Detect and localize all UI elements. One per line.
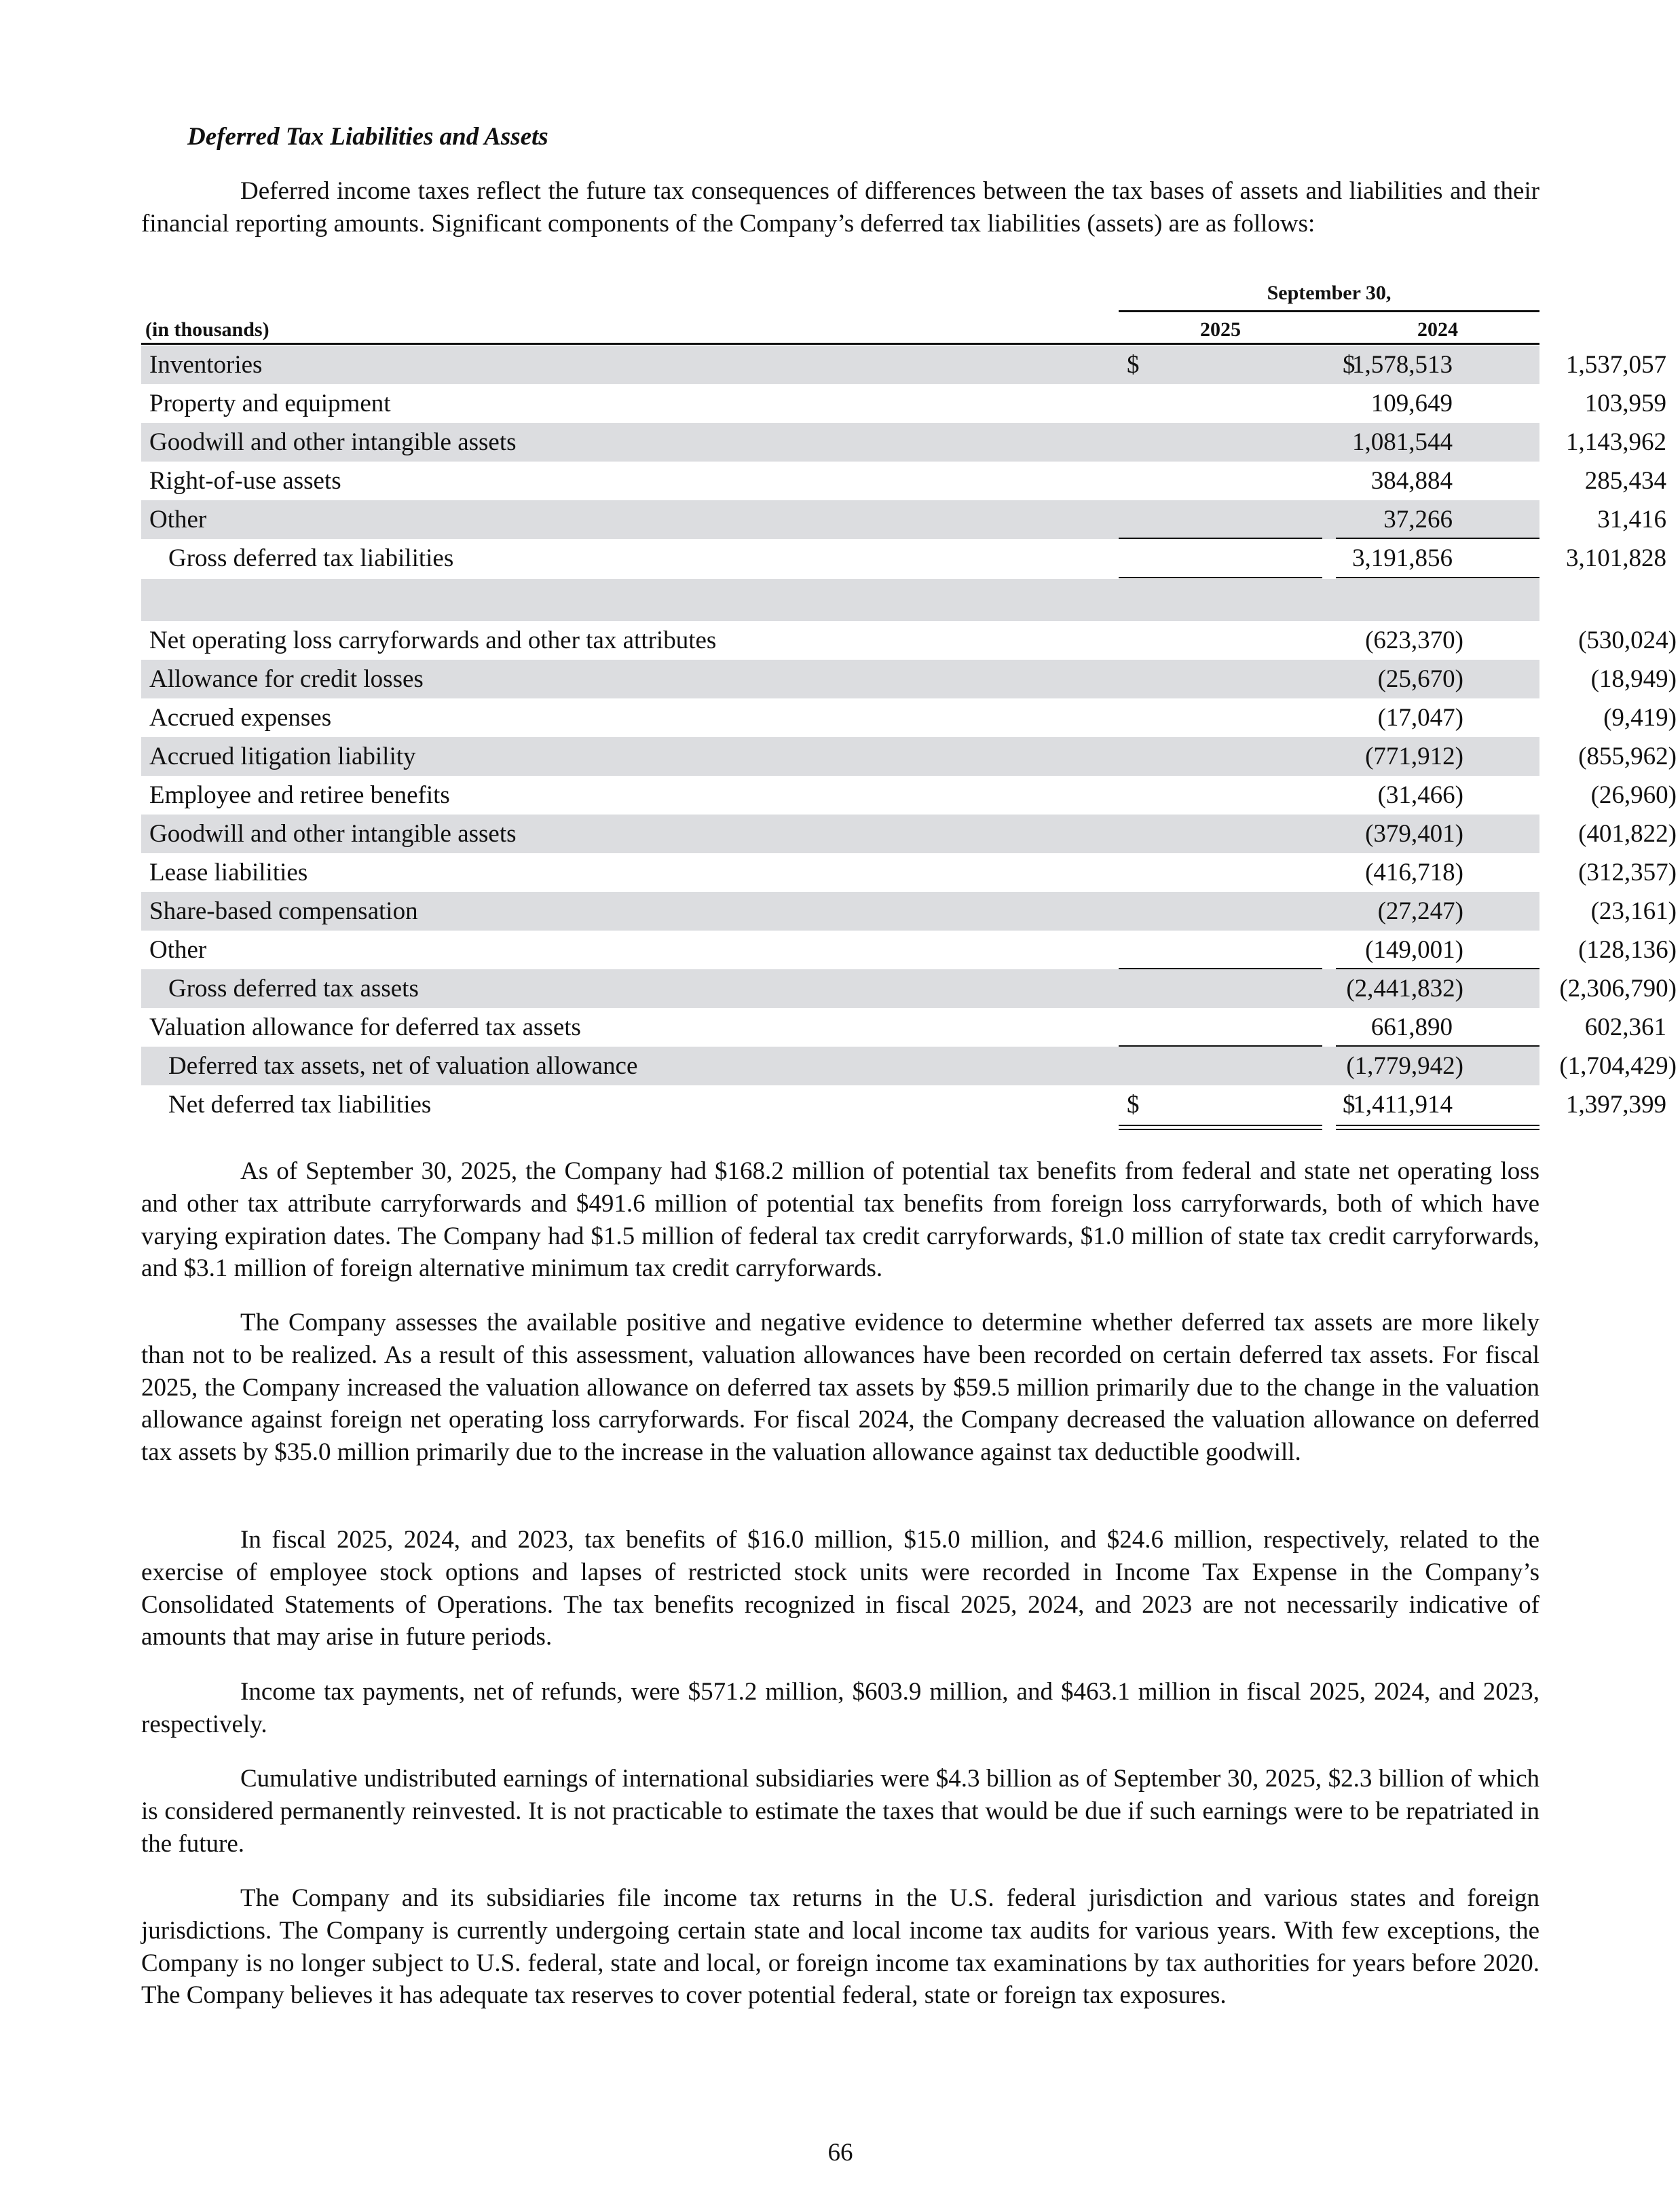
header-rule <box>141 343 1539 345</box>
table-row <box>141 776 1677 815</box>
value-2024: 1,397,399 <box>1566 1091 1666 1119</box>
paragraph-valuation-allowance: The Company assesses the available positive and negative evidence to determine whether deferred tax assets are more likely than not to be realized. As a result of this assessment, valuation allowances have been recorded on certain deferred tax assets. For fiscal 2025, the Company increased the valuation allowance on deferred tax assets by $59.5 million primarily due to the change in the valuation allowance against foreign net operating loss carryforwards. For fiscal 2024, the Company decreased the valuation allowance on deferred tax assets by $35.0 million primarily due to the increase in the valuation allowance against tax deductible goodwill. <box>141 1309 1539 1467</box>
value-2024: (9,419) <box>1603 704 1677 732</box>
row-label: Inventories <box>149 351 263 379</box>
value-2025: (771,912) <box>1365 743 1463 770</box>
value-2024: 31,416 <box>1597 506 1666 534</box>
row-label: Gross deferred tax assets <box>168 975 419 1003</box>
paragraph-tax-returns: The Company and its subsidiaries file income tax returns in the U.S. federal jurisdiction and various states and foreign jurisdictions. The Company is currently undergoing certain state and local income tax audits for various years. With few exceptions, the Company is no longer subject to U.S. federal, state and local, or foreign income tax examinations by tax authorities for years before 2020. The Company believes it has adequate tax reserves to cover potential federal, state or foreign tax exposures. <box>141 1884 1539 2010</box>
dollar-sign: $ <box>1127 1091 1140 1119</box>
subtotal-rule <box>1119 577 1322 578</box>
dollar-sign: $ <box>1343 351 1356 379</box>
page-number: 66 <box>827 2139 853 2167</box>
row-label: Goodwill and other intangible assets <box>149 820 517 848</box>
value-2025: 1,578,513 <box>1352 351 1453 379</box>
table-row <box>141 737 1677 776</box>
table-row <box>141 1047 1677 1085</box>
value-2025: 1,411,914 <box>1353 1091 1453 1119</box>
table-row <box>141 698 1677 737</box>
value-2024: (401,822) <box>1578 820 1677 848</box>
value-2025: (2,441,832) <box>1346 975 1463 1003</box>
table-row <box>141 423 1666 462</box>
paragraph-undistributed-earnings: Cumulative undistributed earnings of international subsidiaries were $4.3 billion as of September 30, 2025, $2.3 billion of which is considered permanently reinvested. It is not practicable to estimate the taxes that would be due if such earnings were to be repatriated in the future. <box>141 1765 1539 1858</box>
value-2024: 3,101,828 <box>1566 544 1666 572</box>
row-label: Share-based compensation <box>149 897 418 925</box>
value-2024: 285,434 <box>1584 467 1666 495</box>
dollar-sign: $ <box>1127 351 1140 379</box>
table-row <box>141 1008 1666 1047</box>
value-2025: 661,890 <box>1370 1013 1453 1041</box>
row-label: Deferred tax assets, net of valuation allowance <box>168 1052 638 1080</box>
value-2024: (855,962) <box>1578 743 1677 770</box>
value-2024: (128,136) <box>1578 936 1677 964</box>
table-row <box>141 345 1666 384</box>
value-2025: (379,401) <box>1365 820 1463 848</box>
table-row <box>141 1085 1666 1124</box>
value-2025: (416,718) <box>1365 859 1463 886</box>
row-label: Allowance for credit losses <box>149 665 424 693</box>
total-double-rule <box>1336 1125 1539 1130</box>
intro-paragraph: Deferred income taxes reflect the future tax consequences of differences between the tax bases of assets and liabilities and their financial reporting amounts. Significant components of the Company’s deferred tax liabilities (assets) are as follows: <box>141 177 1539 238</box>
value-2025: (17,047) <box>1377 704 1463 732</box>
value-2025: 37,266 <box>1383 506 1453 534</box>
value-2025: 384,884 <box>1370 467 1453 495</box>
value-2024: (26,960) <box>1590 781 1677 809</box>
total-double-rule <box>1119 1125 1322 1130</box>
group-header-rule <box>1119 310 1539 312</box>
subtotal-rule <box>1336 577 1539 578</box>
row-label: Other <box>149 936 207 964</box>
table-units-label: (in thousands) <box>145 318 269 341</box>
row-label: Accrued litigation liability <box>149 743 416 770</box>
row-label: Goodwill and other intangible assets <box>149 428 517 456</box>
row-label: Net operating loss carryforwards and other tax attributes <box>149 626 717 654</box>
value-2025: (25,670) <box>1377 665 1463 693</box>
paragraph-tax-benefits: In fiscal 2025, 2024, and 2023, tax benefits of $16.0 million, $15.0 million, and $24.6 million, respectively, related to the exercise of employee stock options and lapses of restricted stock units were recorded in Income Tax Expense in the Company’s Consolidated Statements of Operations. The tax benefits recognized in fiscal 2025, 2024, and 2023 are not necessarily indicative of amounts that may arise in future periods. <box>141 1526 1539 1651</box>
table-row <box>141 892 1677 931</box>
table-row <box>141 931 1677 969</box>
column-header-2024: 2024 <box>1417 318 1458 341</box>
value-2024: (312,357) <box>1578 859 1677 886</box>
table-group-header: September 30, <box>1267 282 1392 304</box>
table-row <box>141 660 1677 698</box>
value-2024: (2,306,790) <box>1559 975 1677 1003</box>
value-2024: 602,361 <box>1584 1013 1666 1041</box>
table-row <box>141 969 1677 1008</box>
row-label: Employee and retiree benefits <box>149 781 450 809</box>
table-spacer-row <box>141 579 1539 621</box>
paragraph-carryforwards: As of September 30, 2025, the Company had $168.2 million of potential tax benefits from federal and state net operating loss and other tax attribute carryforwards and $491.6 million of potential tax benefits from foreign loss carryforwards, both of which have varying expiration dates. The Company had $1.5 million of federal tax credit carryforwards, $1.0 million of state tax credit carryforwards, and $3.1 million of foreign alternative minimum tax credit carryforwards. <box>141 1157 1539 1283</box>
row-label: Property and equipment <box>149 390 391 417</box>
row-label: Gross deferred tax liabilities <box>168 544 454 572</box>
value-2024: (530,024) <box>1578 626 1677 654</box>
value-2024: (1,704,429) <box>1559 1052 1677 1080</box>
table-row <box>141 815 1677 853</box>
row-label: Net deferred tax liabilities <box>168 1091 432 1119</box>
table-row <box>141 500 1666 539</box>
value-2025: (623,370) <box>1365 626 1463 654</box>
value-2025: (149,001) <box>1365 936 1463 964</box>
value-2024: 1,143,962 <box>1566 428 1666 456</box>
table-row <box>141 621 1677 660</box>
value-2024: (18,949) <box>1590 665 1677 693</box>
value-2025: (31,466) <box>1377 781 1463 809</box>
value-2025: 1,081,544 <box>1352 428 1453 456</box>
table-row <box>141 853 1677 892</box>
row-label: Other <box>149 506 207 534</box>
row-label: Accrued expenses <box>149 704 332 732</box>
value-2025: 3,191,856 <box>1352 544 1453 572</box>
dollar-sign: $ <box>1343 1091 1356 1119</box>
value-2024: 103,959 <box>1584 390 1666 417</box>
value-2024: (23,161) <box>1590 897 1677 925</box>
column-header-2025: 2025 <box>1200 318 1241 341</box>
table-row <box>141 384 1666 423</box>
section-heading: Deferred Tax Liabilities and Assets <box>187 123 548 151</box>
row-label: Valuation allowance for deferred tax assets <box>149 1013 581 1041</box>
paragraph-tax-payments: Income tax payments, net of refunds, were $571.2 million, $603.9 million, and $463.1 million in fiscal 2025, 2024, and 2023, respectively. <box>141 1678 1539 1738</box>
table-row <box>141 462 1666 500</box>
value-2025: 109,649 <box>1370 390 1453 417</box>
value-2025: (27,247) <box>1377 897 1463 925</box>
table-row <box>141 539 1666 578</box>
value-2024: 1,537,057 <box>1566 351 1666 379</box>
row-label: Right-of-use assets <box>149 467 341 495</box>
row-label: Lease liabilities <box>149 859 308 886</box>
value-2025: (1,779,942) <box>1346 1052 1463 1080</box>
